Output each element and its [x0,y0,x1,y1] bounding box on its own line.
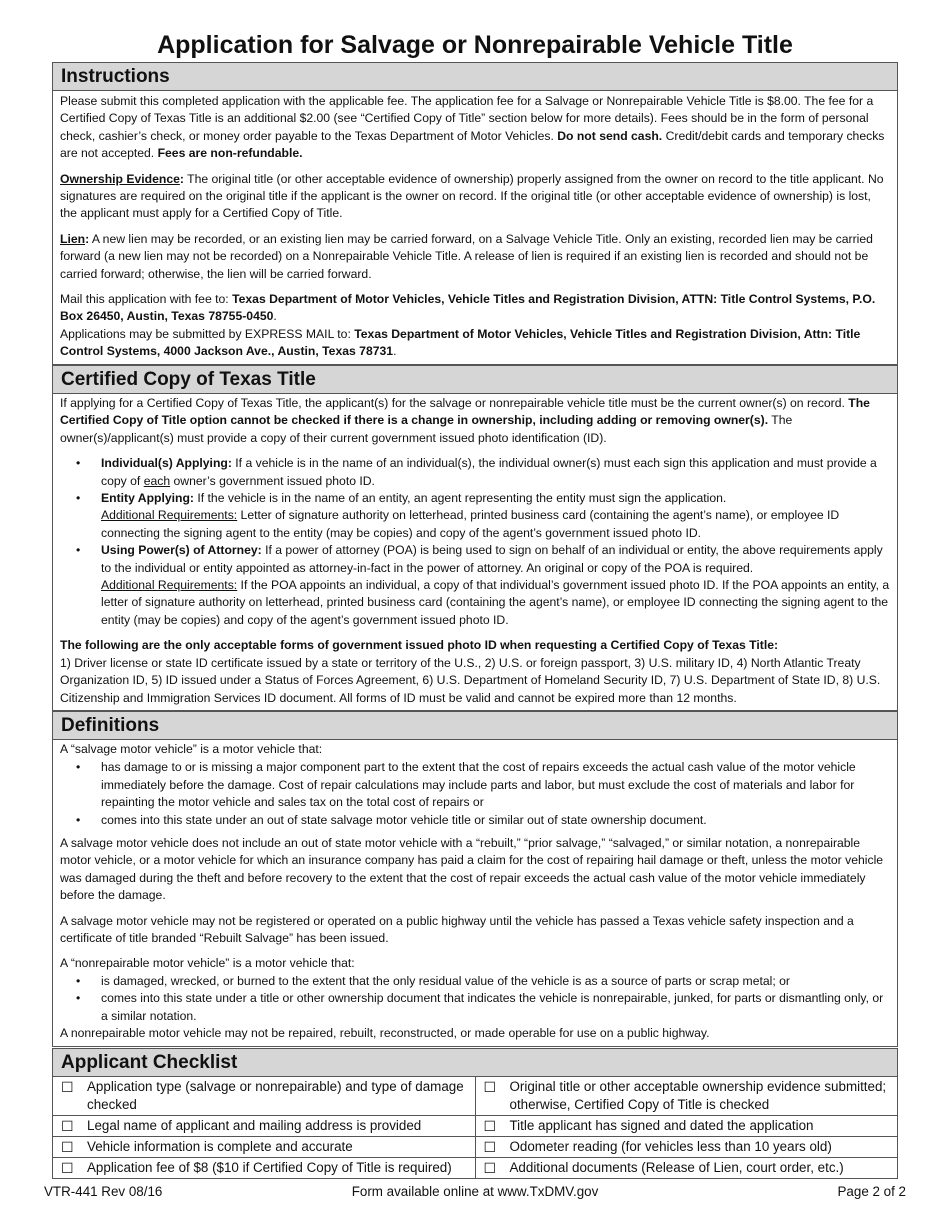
checklist-item [53,1116,475,1137]
certified-intro-text: If applying for a Certified Copy of Texas Title, the applicant(s) for the salvage or nonrepairable vehicle title must be the current owner(s) on record. [60,396,849,410]
id-list: 1) Driver license or state ID certificate issued by a state or territory of the U.S., 2) U.S. or foreign passport, 3) U.S. military ID, 4) North Atlantic Treaty Organization ID, 5) ID issued under a Status of Forces Agreement, 6) U.S. Department of Homeland Security ID, 7) U.S. Department of State ID, 8) U.S. Citizenship and Immigration Services ID document. All forms of ID must be valid and cannot be expired more than 12 months. [60,655,881,705]
non-refundable-notice: Fees are non-refundable. [157,146,303,161]
salvage-registration-paragraph: A salvage motor vehicle may not be registered or operated on a public highway until the vehicle has passed a Texas vehicle safety inspection and a certificate of title branded “Rebuilt Salvage” has been issued. [60,913,854,946]
applicant-checklist-section [52,1048,898,1179]
checklist-item-label: Title applicant has signed and dated the application [509,1118,814,1133]
mail-address: Texas Department of Motor Vehicles, Vehicle Titles and Registration Division, ATTN: Title Control Systems, P.O. Box 26450, Austin, Texas 78755-0450 [60,292,876,324]
poa-label: Using Power(s) of Attorney: [101,543,262,558]
individual-label: Individual(s) Applying: [101,456,232,471]
lien-label: Lien [60,231,86,246]
express-text: Applications may be submitted by EXPRESS MAIL to: [60,326,355,341]
checklist-item-label: Odometer reading (for vehicles less than 10 years old) [509,1139,832,1154]
ownership-label: Ownership Evidence [60,171,180,186]
checklist-item-label: Application type (salvage or nonrepairable) and type of damage checked [87,1079,464,1112]
checkbox-icon[interactable]: ☐ [61,1118,74,1134]
poa-additional-label: Additional Requirements: [101,578,238,593]
table-row [53,1116,897,1137]
lien-text: A new lien may be recorded, or an existing lien may be carried forward, on a Salvage Vehicle Title. Only an existing, recorded lien may be carried forward (a new lien may not be recorded) on a Nonrepairable Vehicle Title. A release of lien is required if an existing lien is recorded and should not be carried forward; otherwise, the lien will be carried forward. [60,231,873,281]
checklist-item-label: Legal name of applicant and mailing address is provided [87,1118,422,1133]
entity-label: Entity Applying: [101,491,194,506]
checklist-item [475,1077,897,1116]
salvage-exclusion-paragraph: A salvage motor vehicle does not include an out of state motor vehicle with a “rebuilt,” “prior salvage,” “salvaged,” or similar notation, a nonrepairable motor vehicle, or a motor vehicle for which an insurance company has paid a claim for the cost of repairing hail damage or theft, unless the motor vehicle was damaged during the theft and before recovery to the extent that the cost of repair exceeds the actual cash value of the motor vehicle immediately before the damage. [60,836,884,903]
each-emphasis: each [143,473,171,488]
fee-text: Please submit this completed application with the applicable fee. The application fee for a Salvage or Nonrepairable Vehicle Title is $8.00. The fee for a Certified Copy of Texas Title is an additional $2.00 (see “Certified Copy of Title” section below for more details). Fees should be in the form of personal check, cashier’s check, or money order payable to the Texas Department of Motor Vehicles. [60,94,874,143]
entity-additional-text: Letter of signature authority on letterhead, printed business card (containing the agent’s name), or employee ID connecting the signing agent to the entity (may be copies) and copy of the agent’s government issued photo ID. [101,508,840,540]
list-item [60,455,890,490]
definitions-heading: Definitions [53,712,897,740]
salvage-criteria-list [60,759,890,829]
form-id: VTR-441 Rev 08/16 [44,1184,163,1199]
online-availability: Form available online at www.TxDMV.gov [351,1184,599,1199]
checklist-item-label: Application fee of $8 ($10 if Certified Copy of Title is required) [87,1160,452,1175]
lien-paragraph [60,231,890,283]
ownership-colon: : [179,171,184,186]
nonrepairable-restriction: A nonrepairable motor vehicle may not be repaired, rebuilt, reconstructed, or made operable for use on a public highway. [60,1026,710,1041]
checklist-item [53,1137,475,1158]
checklist-table [53,1077,897,1178]
checkbox-icon[interactable]: ☐ [483,1079,497,1095]
salvage-intro: A “salvage motor vehicle” is a motor vehicle that: [60,742,323,756]
form-title: Application for Salvage or Nonrepairable Vehicle Title [157,31,793,59]
list-item: • comes into this state under an out of state salvage motor vehicle title or similar out of state ownership document. [60,812,890,829]
checkbox-icon[interactable]: ☐ [61,1139,74,1155]
individual-text-cont: owner’s government issued photo ID. [170,473,375,488]
checkbox-icon[interactable]: ☐ [483,1160,497,1176]
list-item: • has damage to or is missing a major component part to the extent that the cost of repairs exceeds the actual cash value of the motor vehicle immediately before the damage. Cost of repair calculations may include parts and labor, but must exclude the cost of materials and labor for repainting the motor vehicle and sales tax on the total cost of repairs or [60,759,890,811]
checkbox-icon[interactable]: ☐ [483,1139,497,1155]
definitions-section [52,711,898,1047]
checkbox-icon[interactable]: ☐ [61,1079,74,1095]
checkbox-icon[interactable]: ☐ [61,1160,74,1176]
table-row [53,1158,897,1179]
checklist-item-label: Additional documents (Release of Lien, court order, etc.) [509,1160,844,1175]
certified-ownership-change-notice: The Certified Copy of Title option cannot be checked if there is a change in ownership, including adding or removing owner(s). [60,396,870,428]
checklist-item [475,1158,897,1179]
id-heading [60,637,890,654]
poa-additional-text: If the POA appoints an individual, a copy of that individual’s government issued photo ID. If the POA appoints an entity, a letter of signature authority on letterhead, printed business card (containing the agent’s name), or employee ID connecting the signing agent to the entity (may be copies) and copy of the agent’s government issued photo ID. [101,578,890,627]
entity-text: If the vehicle is in the name of an entity, an agent representing the entity must sign the application. [193,491,727,506]
nonrepairable-criteria-list [60,973,890,1025]
express-paragraph [60,326,890,361]
individual-text: If a vehicle is in the name of an individual(s), the individual owner(s) must each sign this application and must provide a copy of [101,456,877,488]
certified-copy-heading: Certified Copy of Texas Title [53,366,897,394]
mail-period: . [273,309,277,324]
lien-colon: : [85,231,90,246]
express-period: . [393,344,397,359]
checklist-item-label: Vehicle information is complete and accurate [87,1139,353,1154]
id-heading-text: The following are the only acceptable forms of government issued photo ID when requesting a Certified Copy of Texas Title: [60,638,779,653]
checklist-item [475,1116,897,1137]
checklist-item [53,1077,475,1116]
page-footer [44,1183,906,1201]
fee-paragraph [60,93,890,163]
checklist-heading: Applicant Checklist [53,1049,897,1077]
instructions-heading: Instructions [53,63,897,91]
table-row [53,1137,897,1158]
no-cash-notice: Do not send cash. [557,128,663,143]
certified-copy-section [52,365,898,711]
mail-text: Mail this application with fee to: [60,292,233,307]
mail-paragraph [60,291,890,326]
express-address: Texas Department of Motor Vehicles, Vehicle Titles and Registration Division, Attn: Title Control Systems, 4000 Jackson Ave., Austin, Texas 78731 [60,326,861,359]
list-item [60,542,890,629]
applicant-type-list [60,455,890,629]
entity-additional-label: Additional Requirements: [101,508,238,523]
list-item: • comes into this state under a title or other ownership document that indicates the vehicle is nonrepairable, junked, for parts or dismantling only, or a similar notation. [60,990,890,1025]
checkbox-icon[interactable]: ☐ [483,1118,497,1134]
page-number: Page 2 of 2 [837,1184,906,1199]
nonrepairable-intro: A “nonrepairable motor vehicle” is a motor vehicle that: [60,956,355,971]
checklist-item [53,1158,475,1179]
ownership-paragraph [60,171,890,223]
certified-intro [60,395,890,447]
table-row [53,1077,897,1116]
checklist-item-label: Original title or other acceptable ownership evidence submitted; otherwise, Certified Copy of Title is checked [509,1079,887,1112]
fee-text-cont: Credit/debit cards and temporary checks are not accepted. [60,128,885,161]
instructions-section [52,62,898,365]
list-item: • is damaged, wrecked, or burned to the extent that the only residual value of the vehicle is as a source of parts or scrap metal; or [60,973,890,990]
list-item [60,490,890,542]
checklist-item [475,1137,897,1158]
poa-text: If a power of attorney (POA) is being used to sign on behalf of an individual or entity, the above requirements apply to the individual or entity appointed as attorney-in-fact in the power of attorney. An original or copy of the POA is required. [101,543,883,575]
certified-intro-text-cont: The owner(s)/applicant(s) must provide a copy of their current government issued photo identification (ID). [60,413,793,445]
ownership-text: The original title (or other acceptable evidence of ownership) properly assigned from the owner on record to the title applicant. No signatures are required on the original title if the applicant is the owner on record. If the original title (or other acceptable evidence of ownership) is lost, the applicant must apply for a Certified Copy of Title. [60,171,884,221]
